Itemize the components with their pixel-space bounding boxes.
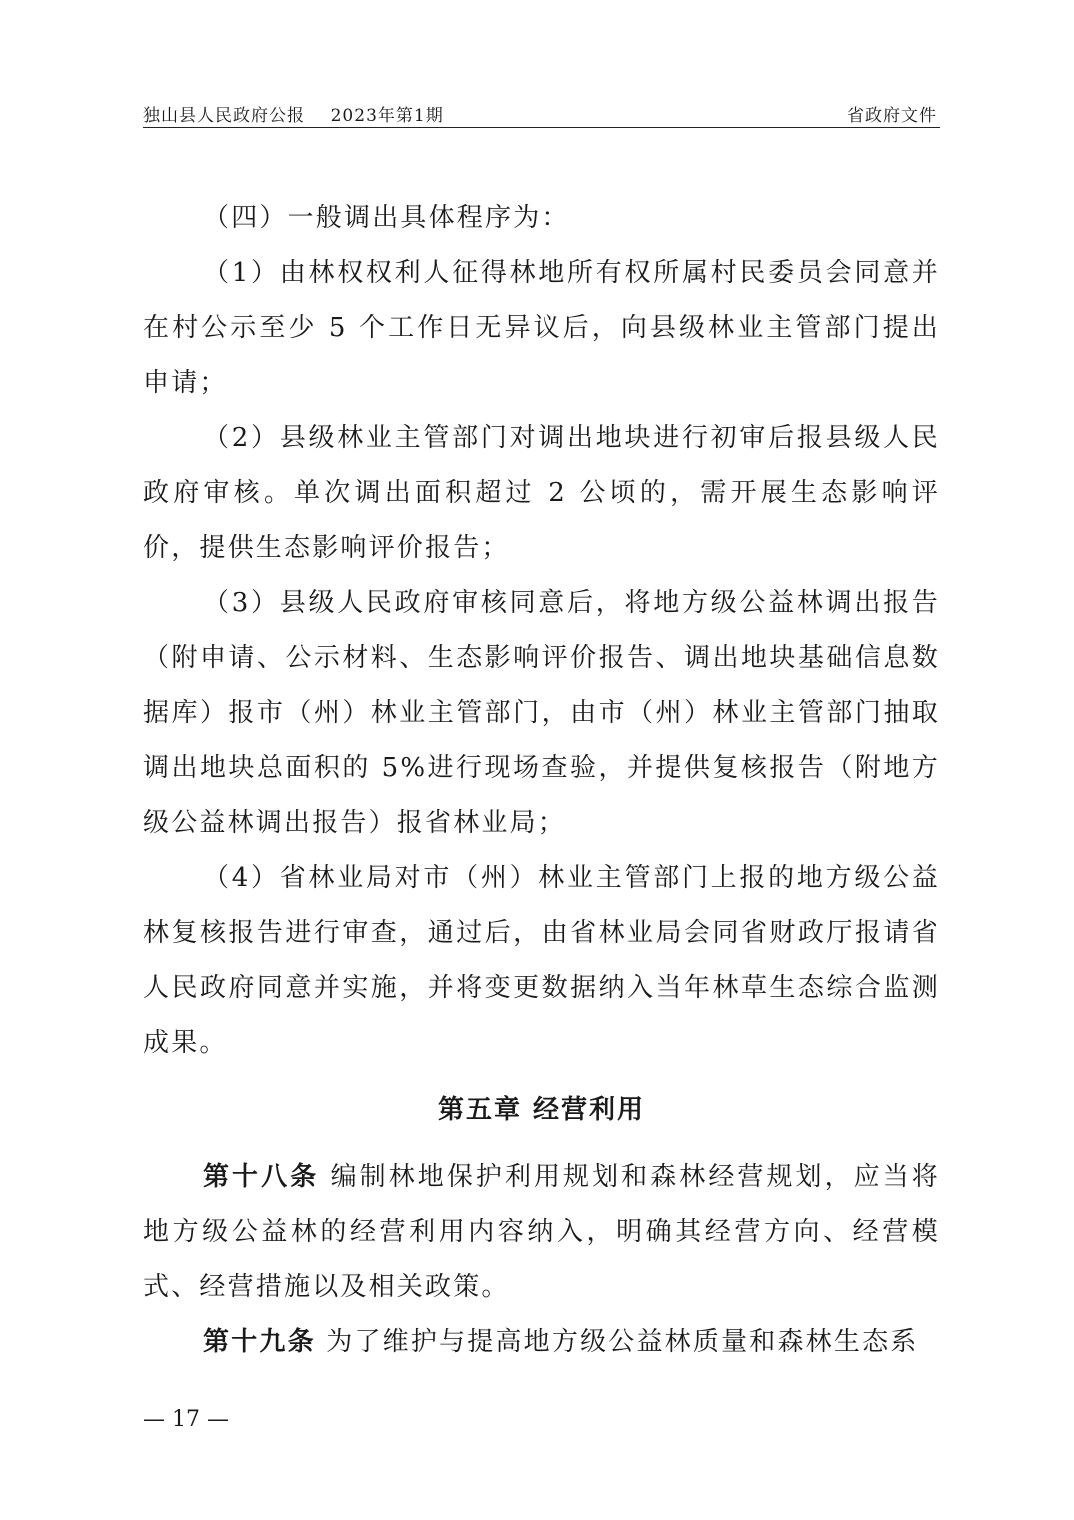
document-body xyxy=(143,191,940,1370)
article-18 xyxy=(143,1150,940,1315)
article-19 xyxy=(143,1315,940,1370)
article-18-text: 编制林地保护利用规划和森林经营规划，应当将地方级公益林的经营利用内容纳入，明确其经营方向、经营模式、经营措施以及相关政策。 xyxy=(143,1162,940,1302)
paragraph-step-2: （2）县级林业主管部门对调出地块进行初审后报县级人民政府审核。单次调出面积超过 2 公顷的，需开展生态影响评价，提供生态影响评价报告； xyxy=(143,423,940,563)
paragraph-step-4: （4）省林业局对市（州）林业主管部门上报的地方级公益林复核报告进行审查，通过后，由省林业局会同省财政厅报请省人民政府同意并实施，并将变更数据纳入当年林草生态综合监测成果。 xyxy=(143,863,940,1058)
chapter-heading: 第五章 经营利用 xyxy=(437,1095,646,1125)
header-publication: 独山县人民政府公报 2023年第1期 xyxy=(143,106,444,126)
paragraph-procedure-intro: （四）一般调出具体程序为： xyxy=(203,203,570,233)
header-divider xyxy=(143,127,940,128)
header-section: 省政府文件 xyxy=(847,106,937,126)
page-header xyxy=(143,103,937,129)
article-19-title: 第十九条 xyxy=(203,1327,316,1357)
page-number: — 17 — xyxy=(143,1407,229,1432)
paragraph-step-3: （3）县级人民政府审核同意后，将地方级公益林调出报告（附申请、公示材料、生态影响评价报告、调出地块基础信息数据库）报市（州）林业主管部门，由市（州）林业主管部门抽取调出地块总面积的 5%进行现场查验，并提供复核报告（附地方级公益林调出报告）报省林业局； xyxy=(143,588,940,838)
article-19-text: 为了维护与提高地方级公益林质量和森林生态系 xyxy=(315,1327,919,1357)
paragraph-step-1: （1）由林权权利人征得林地所有权所属村民委员会同意并在村公示至少 5 个工作日无异议后，向县级林业主管部门提出申请； xyxy=(143,258,940,398)
article-18-title: 第十八条 xyxy=(203,1162,320,1192)
